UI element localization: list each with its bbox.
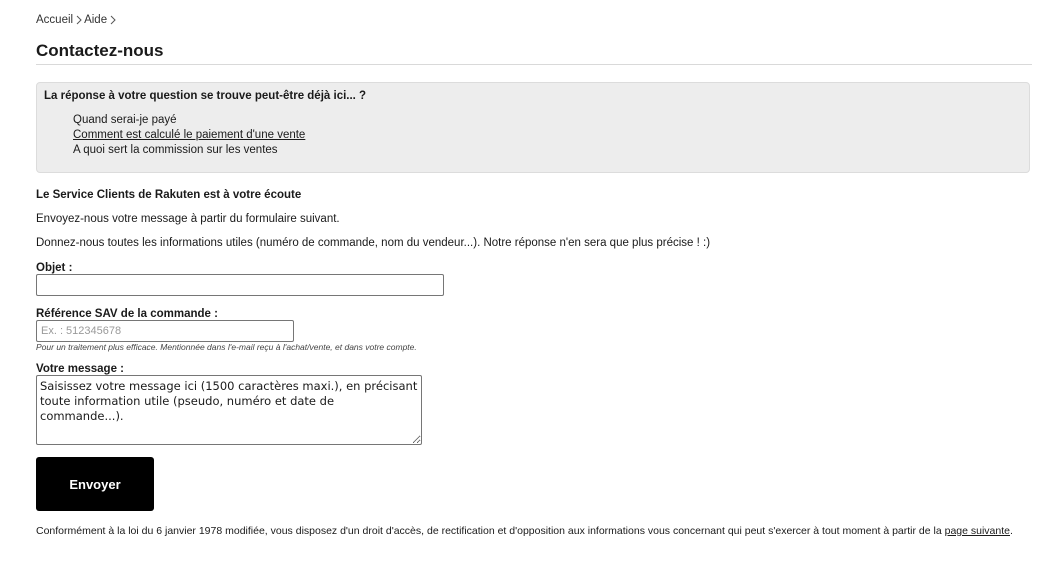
faq-item[interactable] [73,113,305,128]
service-intro-2: Donnez-nous toutes les informations utiles (numéro de commande, nom du vendeur...). Notre réponse n'en sera que plus précise ! :) [36,237,711,249]
order-reference-label: Référence SAV de la commande : [36,308,218,320]
service-title: Le Service Clients de Rakuten est à votre écoute [36,189,302,201]
breadcrumb-home-link[interactable]: Accueil [36,14,74,26]
faq-title: La réponse à votre question se trouve peut-être déjà ici... ? [44,90,367,102]
message-label: Votre message : [36,363,124,375]
breadcrumb [36,14,118,26]
page-title: Contactez-nous [36,41,164,60]
faq-item[interactable] [73,128,305,143]
objet-input[interactable] [36,274,444,296]
faq-list [73,113,305,158]
order-reference-hint: Pour un traitement plus efficace. Mentionnée dans l'e-mail reçu à l'achat/vente, et dans votre compte. [36,342,417,352]
service-intro-1: Envoyez-nous votre message à partir du formulaire suivant. [36,213,340,225]
title-divider [36,64,1032,65]
chevron-right-icon [110,15,116,25]
chevron-right-icon [76,15,82,25]
message-textarea[interactable] [36,375,422,445]
faq-item[interactable] [73,143,305,158]
objet-label: Objet : [36,262,73,274]
faq-link-commission[interactable]: A quoi sert la commission sur les ventes [73,144,278,156]
faq-link-payment-date[interactable]: Quand serai-je payé [73,114,177,126]
legal-notice [36,524,1026,538]
send-button[interactable]: Envoyer [36,457,154,511]
legal-end: . [1010,525,1013,537]
order-reference-input[interactable] [36,320,294,342]
legal-page-link[interactable]: page suivante [944,525,1010,537]
faq-suggestions-box [36,82,1030,173]
breadcrumb-help-link[interactable]: Aide [84,14,108,26]
legal-text: Conformément à la loi du 6 janvier 1978 modifiée, vous disposez d'un droit d'accès, de rectification et d'opposition aux informations vous concernant qui peut s'exercer à tout moment à partir de la [36,525,945,537]
faq-link-payment-calc[interactable]: Comment est calculé le paiement d'une vente [73,129,306,141]
